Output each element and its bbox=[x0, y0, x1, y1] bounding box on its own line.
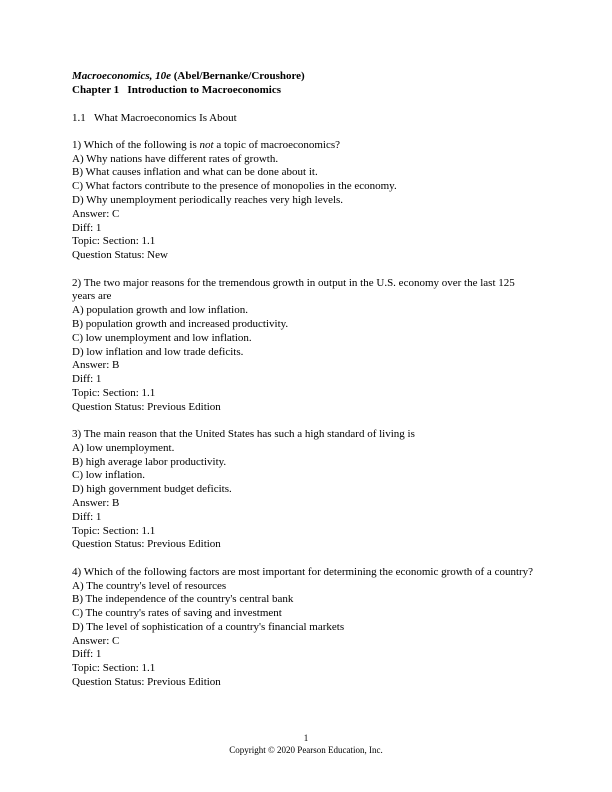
option-c: C) low inflation. bbox=[72, 469, 146, 482]
option-d: D) low inflation and low trade deficits. bbox=[72, 345, 244, 358]
option-b: B) population growth and increased productivity. bbox=[72, 317, 289, 330]
section-heading bbox=[72, 112, 540, 126]
book-header bbox=[72, 70, 540, 98]
option-c: C) low unemployment and low inflation. bbox=[72, 331, 252, 344]
option-c: C) What factors contribute to the presence of monopolies in the economy. bbox=[72, 180, 397, 193]
option-c: C) The country's rates of saving and investment bbox=[72, 607, 282, 620]
question-3 bbox=[72, 428, 540, 552]
question-stem: 3) The main reason that the United States has such a high standard of living is bbox=[72, 428, 415, 441]
page-number: 1 bbox=[303, 733, 309, 743]
answer: Answer: C bbox=[72, 207, 120, 220]
topic: Topic: Section: 1.1 bbox=[72, 235, 156, 248]
option-b: B) The independence of the country's central bank bbox=[72, 593, 294, 606]
question-status: Question Status: New bbox=[72, 249, 168, 262]
question-stem: 1) Which of the following is not a topic of macroeconomics? bbox=[72, 138, 341, 151]
difficulty: Diff: 1 bbox=[72, 510, 102, 523]
section-number: 1.1 bbox=[72, 111, 86, 124]
option-b: B) high average labor productivity. bbox=[72, 455, 227, 468]
question-4 bbox=[72, 566, 540, 690]
question-status: Question Status: Previous Edition bbox=[72, 400, 221, 413]
book-authors: (Abel/Bernanke/Croushore) bbox=[170, 70, 305, 82]
option-b: B) What causes inflation and what can be done about it. bbox=[72, 166, 318, 179]
option-a: A) Why nations have different rates of growth. bbox=[72, 152, 279, 165]
difficulty: Diff: 1 bbox=[72, 221, 102, 234]
book-title: Macroeconomics, 10e bbox=[72, 70, 171, 82]
answer: Answer: B bbox=[72, 497, 120, 510]
difficulty: Diff: 1 bbox=[72, 373, 102, 386]
section-title: What Macroeconomics Is About bbox=[94, 111, 237, 124]
question-status: Question Status: Previous Edition bbox=[72, 538, 221, 551]
topic: Topic: Section: 1.1 bbox=[72, 524, 156, 537]
option-a: A) The country's level of resources bbox=[72, 579, 227, 592]
option-d: D) The level of sophistication of a country's financial markets bbox=[72, 620, 345, 633]
chapter-label: Chapter 1 bbox=[72, 83, 120, 96]
answer: Answer: C bbox=[72, 634, 120, 647]
option-d: D) high government budget deficits. bbox=[72, 483, 232, 496]
question-stem: 2) The two major reasons for the tremendous growth in output in the U.S. economy over the last 125 years are bbox=[72, 276, 515, 303]
difficulty: Diff: 1 bbox=[72, 648, 102, 661]
question-1 bbox=[72, 139, 540, 263]
question-status: Question Status: Previous Edition bbox=[72, 676, 221, 689]
question-2 bbox=[72, 277, 540, 415]
option-a: A) population growth and low inflation. bbox=[72, 304, 248, 317]
document-page bbox=[72, 70, 540, 690]
chapter-title: Introduction to Macroeconomics bbox=[127, 83, 281, 96]
topic: Topic: Section: 1.1 bbox=[72, 662, 156, 675]
copyright-notice: Copyright © 2020 Pearson Education, Inc. bbox=[229, 745, 383, 755]
option-a: A) low unemployment. bbox=[72, 441, 175, 454]
emphasis-not: not bbox=[199, 138, 214, 151]
answer: Answer: B bbox=[72, 359, 120, 372]
question-stem: 4) Which of the following factors are most important for determining the economic growth of a country? bbox=[72, 565, 534, 578]
topic: Topic: Section: 1.1 bbox=[72, 386, 156, 399]
option-d: D) Why unemployment periodically reaches very high levels. bbox=[72, 194, 344, 207]
